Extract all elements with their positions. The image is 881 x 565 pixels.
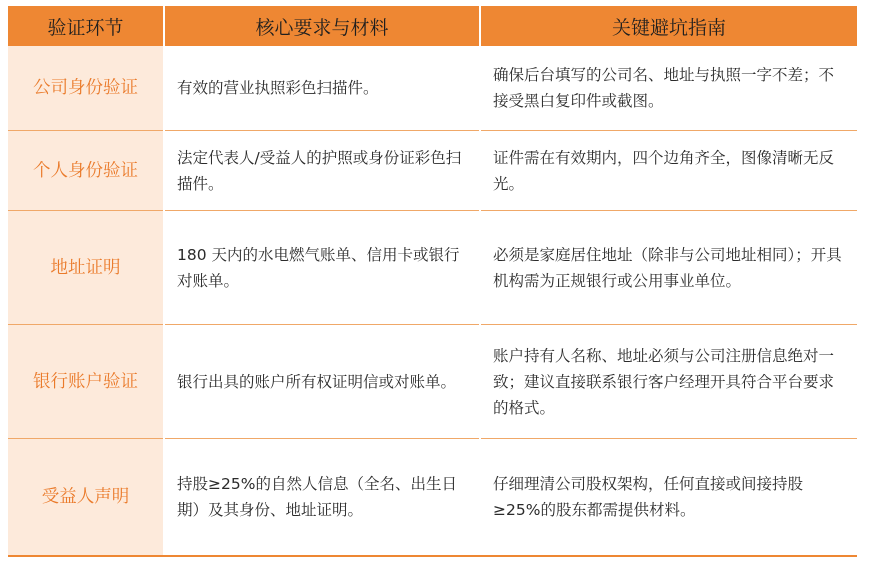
table-header [8,6,857,46]
tip-text: 证件需在有效期内，四个边角齐全，图像清晰无反光。 [493,148,835,193]
tip-text: 仔细理清公司股权架构，任何直接或间接持股≥25%的股东都需提供材料。 [493,475,804,519]
tip-cell [480,211,857,325]
stage-cell: 银行账户验证 [8,325,164,439]
material-text: 银行出具的账户所有权证明信或对账单。 [177,372,457,391]
header-stage: 验证环节 [8,6,164,46]
stage-cell: 受益人声明 [8,439,164,557]
material-cell [164,46,480,131]
tip-cell [480,439,857,557]
verification-table [8,6,857,557]
stage-cell: 地址证明 [8,211,164,325]
table-row [8,439,857,557]
table-row [8,211,857,325]
material-cell [164,211,480,325]
material-cell [164,131,480,211]
tip-text: 确保后台填写的公司名、地址与执照一字不差；不接受黑白复印件或截图。 [493,66,835,110]
header-tips: 关键避坑指南 [480,6,857,46]
tip-cell [480,46,857,131]
tip-text: 账户持有人名称、地址必须与公司注册信息绝对一致；建议直接联系银行客户经理开具符合平台要求的格式。 [493,346,835,417]
table-row [8,46,857,131]
verification-table-container [8,6,857,557]
table-body [8,46,857,556]
material-text: 法定代表人/受益人的护照或身份证彩色扫描件。 [177,148,462,193]
header-requirements: 核心要求与材料 [164,6,480,46]
tip-cell [480,325,857,439]
tip-text: 必须是家庭居住地址（除非与公司地址相同）；开具机构需为正规银行或公用事业单位。 [493,245,842,290]
table-row [8,131,857,211]
stage-cell: 公司身份验证 [8,46,164,131]
material-text: 有效的营业执照彩色扫描件。 [177,79,379,97]
material-cell [164,439,480,557]
stage-cell: 个人身份验证 [8,131,164,211]
material-text: 持股≥25%的自然人信息（全名、出生日期）及其身份、地址证明。 [177,475,457,519]
material-cell [164,325,480,439]
tip-cell [480,131,857,211]
table-row [8,325,857,439]
material-text: 180 天内的水电燃气账单、信用卡或银行对账单。 [177,245,460,290]
header-row [8,6,857,46]
